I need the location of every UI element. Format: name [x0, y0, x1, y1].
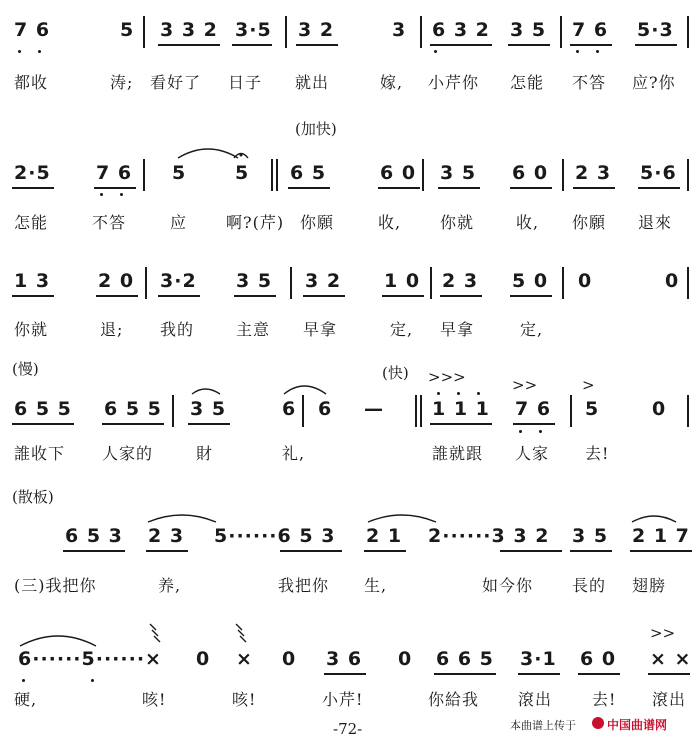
lyric: 不答	[572, 73, 607, 92]
note-group: 5······6 5 3	[214, 525, 336, 547]
note-group: 5	[120, 19, 135, 41]
note-group: 2 0	[98, 270, 135, 292]
note-group: 5 0	[512, 270, 549, 292]
tempo-marking: (散板)	[12, 488, 54, 506]
note-group: 6 0	[380, 162, 417, 184]
lyric: 如今你	[482, 576, 534, 595]
lyric: 礼,	[282, 444, 306, 463]
lyric: 不答	[92, 213, 127, 232]
note-group: 3 5	[190, 398, 227, 420]
note-group: 5	[172, 162, 187, 184]
note-group: 3 5	[572, 525, 609, 547]
accent-marks: >>>	[428, 368, 466, 386]
lyric: (三)我把你	[14, 576, 97, 595]
lyric: 翅膀	[632, 576, 667, 595]
lyric: 养,	[158, 576, 182, 595]
lyric: 誰就跟	[432, 444, 484, 463]
note-group: —	[364, 398, 384, 420]
lyric: 財	[196, 444, 214, 463]
note-group: 1 1 1	[432, 398, 490, 420]
site-logo-icon	[592, 717, 604, 729]
note-group: 6 0	[580, 648, 617, 670]
lyric: 我把你	[278, 576, 330, 595]
note-group: 3	[392, 19, 407, 41]
lyric: 啊?(芹)	[226, 213, 285, 232]
lyric: 看好了	[150, 73, 202, 92]
lyric: 早拿	[440, 320, 475, 339]
note-group: 6 3 2	[432, 19, 490, 41]
note-group: 2······3 3 2	[428, 525, 550, 547]
note-group: 3 2	[298, 19, 335, 41]
slur	[368, 515, 436, 522]
note-group: 3 2	[305, 270, 342, 292]
note-group: 6······5······×	[18, 648, 162, 670]
note-group: 3 5	[440, 162, 477, 184]
fermata-dot	[240, 154, 243, 157]
lyric: 去!	[592, 690, 617, 709]
note-group: 2 1 7	[632, 525, 690, 547]
page-number: -72-	[333, 720, 363, 738]
note-group: 2·5	[14, 162, 51, 184]
footer-source-text: 本曲谱上传于	[510, 719, 576, 732]
note-group: 5·3	[637, 19, 674, 41]
lyric: 人家的	[102, 444, 154, 463]
lyric: 都收	[14, 73, 49, 92]
lyric: 誰收下	[14, 444, 66, 463]
lyric: 怎能	[510, 73, 545, 92]
note-group: 3·5	[235, 19, 272, 41]
lyric: 咳!	[232, 690, 257, 709]
note-group: 7 6	[515, 398, 552, 420]
tremolo-icon	[150, 624, 160, 642]
lyric: 硬,	[14, 690, 38, 709]
tempo-marking: (快)	[382, 364, 409, 382]
lyric: 退來	[638, 213, 673, 232]
note-group: 2 1	[366, 525, 403, 547]
lyric: 涛;	[110, 73, 134, 92]
lyric: 嫁,	[380, 73, 404, 92]
lyric: 早拿	[303, 320, 338, 339]
note-group: 5	[235, 162, 250, 184]
lyric: 就出	[295, 73, 330, 92]
tempo-marking: (加快)	[295, 120, 337, 138]
lyric: 日子	[228, 73, 263, 92]
lyric: 怎能	[14, 213, 49, 232]
lyric: 長的	[572, 576, 607, 595]
lyric: 滾出	[518, 690, 553, 709]
slur	[632, 516, 676, 522]
slur	[284, 386, 326, 394]
note-group: ×	[236, 648, 253, 670]
note-group: 6	[318, 398, 333, 420]
tempo-marking: (慢)	[12, 360, 39, 378]
note-group: 6 6 5	[436, 648, 494, 670]
lyric: 你願	[572, 213, 607, 232]
lyric: 滾出	[652, 690, 687, 709]
slur	[20, 636, 96, 646]
note-group: 1 3	[14, 270, 51, 292]
note-group: 0	[665, 270, 680, 292]
lyric: 人家	[515, 444, 550, 463]
footer-site-logo: 中国曲谱网	[607, 718, 668, 732]
lyric: 收,	[516, 213, 540, 232]
lyric: 咳!	[142, 690, 167, 709]
note-group: 2 3	[148, 525, 185, 547]
note-group: 0	[578, 270, 593, 292]
lyric: 你願	[300, 213, 335, 232]
tremolo-icon	[236, 624, 246, 642]
note-group: 1 0	[384, 270, 421, 292]
note-group: 0	[196, 648, 211, 670]
note-group: 7 6	[14, 19, 51, 41]
note-group: 6 5	[290, 162, 327, 184]
lyric: 生,	[364, 576, 388, 595]
note-group: 0	[652, 398, 667, 420]
lyric: 我的	[160, 320, 195, 339]
note-group: 6	[282, 398, 297, 420]
note-group: 7 6	[96, 162, 133, 184]
note-group: 3·2	[160, 270, 197, 292]
lyric: 你給我	[428, 690, 480, 709]
note-group: × ×	[650, 648, 692, 670]
note-group: 5	[585, 398, 600, 420]
lyric: 退;	[100, 320, 124, 339]
note-group: 7 6	[572, 19, 609, 41]
slur	[148, 515, 216, 522]
note-group: 6 0	[512, 162, 549, 184]
lyric: 收,	[378, 213, 402, 232]
slur	[178, 149, 238, 158]
note-group: 3 3 2	[160, 19, 218, 41]
note-group: 3 5	[236, 270, 273, 292]
note-group: 2 3	[575, 162, 612, 184]
lyric: 去!	[585, 444, 610, 463]
note-group: 5·6	[640, 162, 677, 184]
lyric: 你就	[14, 320, 49, 339]
note-group: 6 5 5	[14, 398, 72, 420]
note-group: 3·1	[520, 648, 557, 670]
slur	[192, 389, 220, 394]
lyric: 定,	[390, 320, 414, 339]
lyric: 应	[170, 213, 188, 232]
note-group: 2 3	[442, 270, 479, 292]
accent-marks: >>	[650, 624, 676, 642]
accent-marks: >>	[512, 376, 538, 394]
lyric: 小芹你	[428, 73, 480, 92]
note-group: 3 6	[326, 648, 363, 670]
lyric: 你就	[440, 213, 475, 232]
note-group: 6 5 5	[104, 398, 162, 420]
note-group: 0	[398, 648, 413, 670]
accent-mark: >	[582, 376, 595, 394]
lyric: 应?你	[632, 73, 676, 92]
note-group: 6 5 3	[65, 525, 123, 547]
lyric: 主意	[236, 320, 271, 339]
lyric: 小芹!	[322, 690, 364, 709]
note-group: 3 5	[510, 19, 547, 41]
lyric: 定,	[520, 320, 544, 339]
note-group: 0	[282, 648, 297, 670]
